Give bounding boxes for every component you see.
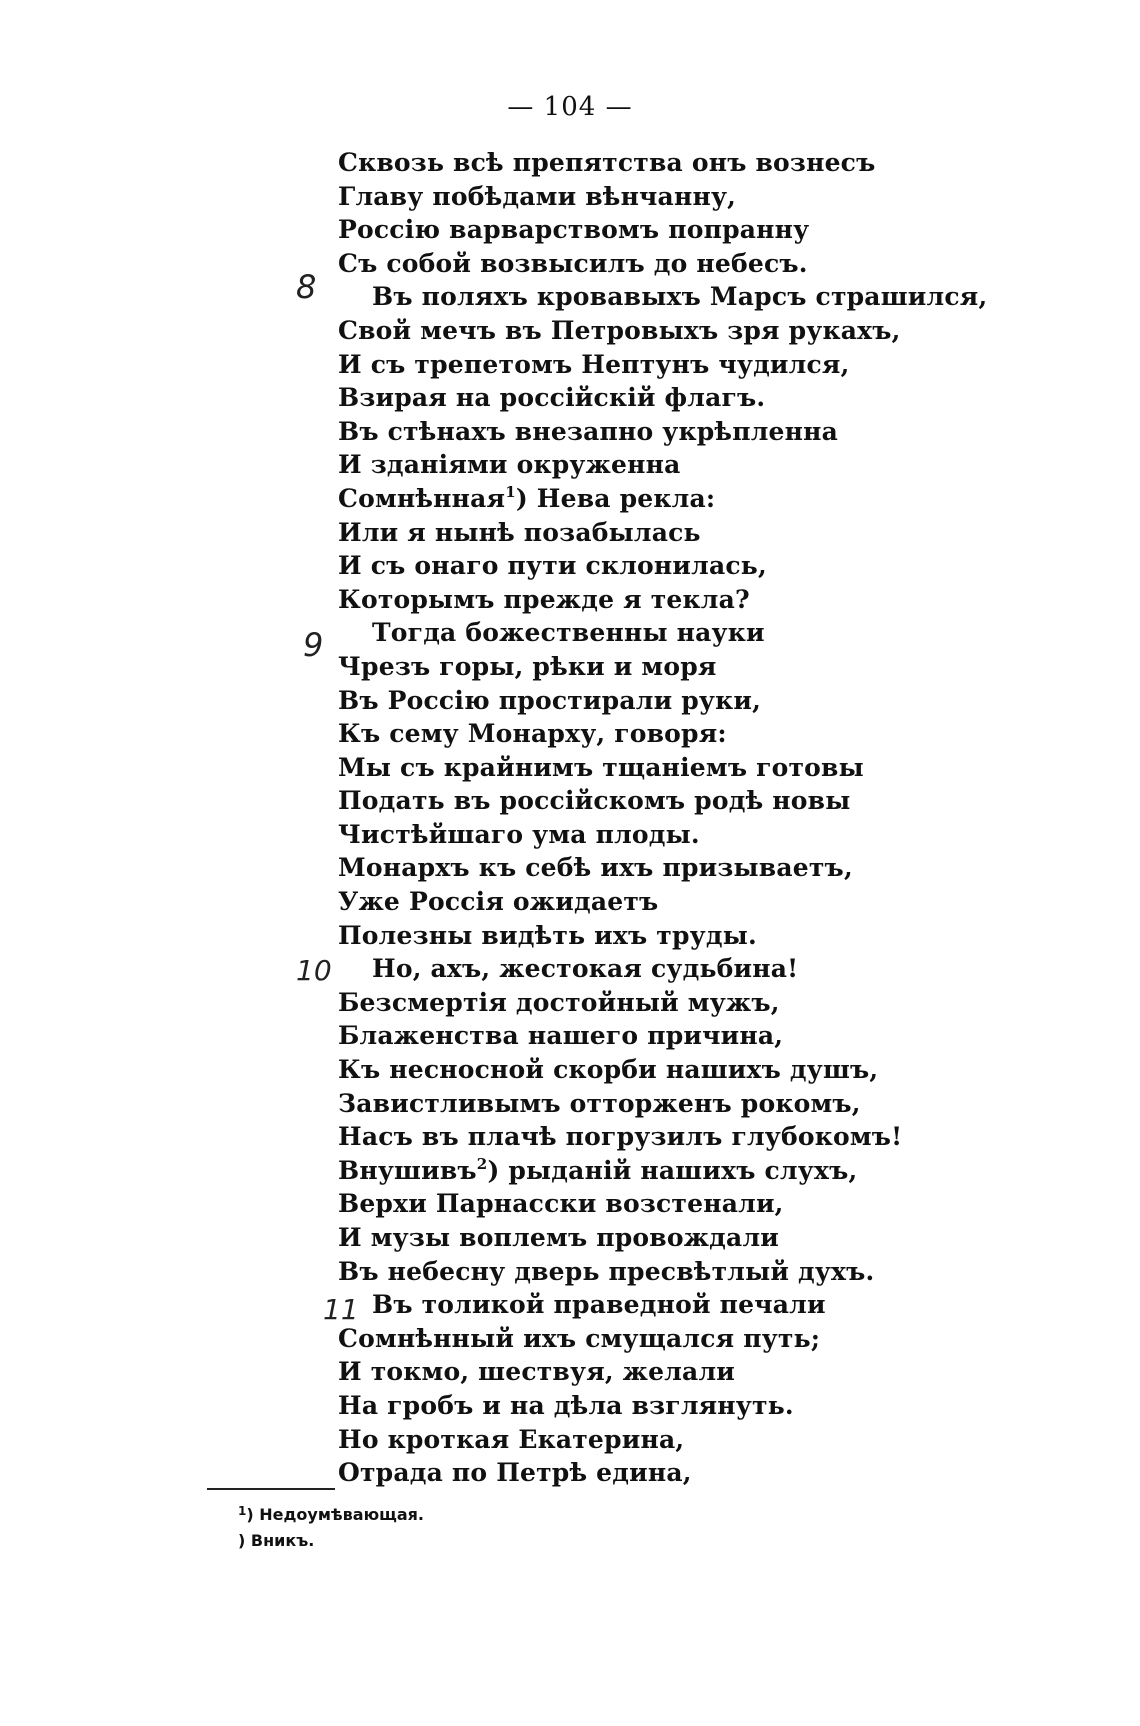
poem-line bbox=[338, 180, 1018, 214]
poem-line-text: Свой мечъ въ Петровыхъ зря рукахъ, bbox=[338, 315, 901, 345]
poem-line bbox=[338, 919, 1018, 953]
poem-line bbox=[338, 381, 1018, 415]
poem-line bbox=[338, 348, 1018, 382]
margin-mark-9: 9 bbox=[303, 626, 324, 664]
poem-line bbox=[338, 986, 1018, 1020]
poem-line-text: Чрезъ горы, рѣки и моря bbox=[338, 651, 717, 681]
poem-line-text: И съ онаго пути склонилась, bbox=[338, 551, 767, 581]
poem-line-text: Тогда божественны науки bbox=[372, 618, 765, 648]
footnote-reference: 1 bbox=[505, 482, 516, 501]
poem-line-text: Въ поляхъ кровавыхъ Марсъ страшился, bbox=[372, 282, 988, 312]
poem-line bbox=[338, 1255, 1018, 1289]
poem-line bbox=[338, 516, 1018, 550]
poem-line-text: Внушивъ bbox=[338, 1155, 477, 1185]
poem-line bbox=[338, 1154, 1018, 1188]
poem-line-text: Монархъ къ себѣ ихъ призываетъ, bbox=[338, 853, 853, 883]
poem-line-text: Чистѣйшаго ума плоды. bbox=[338, 819, 700, 849]
poem-line bbox=[338, 1355, 1018, 1389]
poem-line bbox=[338, 1087, 1018, 1121]
poem-line bbox=[338, 1187, 1018, 1221]
poem-line bbox=[338, 1221, 1018, 1255]
poem-line bbox=[338, 482, 1018, 516]
poem-line-text: Но, ахъ, жестокая судьбина! bbox=[372, 954, 799, 984]
poem-line-text: Которымъ прежде я текла? bbox=[338, 584, 750, 614]
poem-line bbox=[338, 1053, 1018, 1087]
poem-line bbox=[338, 650, 1018, 684]
poem-line bbox=[338, 616, 1018, 650]
poem-text bbox=[338, 146, 1018, 1490]
poem-line-text: Въ толикой праведной печали bbox=[372, 1290, 826, 1320]
poem-line-text: Въ небесну дверь пресвѣтлый духъ. bbox=[338, 1256, 875, 1286]
poem-line bbox=[338, 146, 1018, 180]
footnote-text: ) Вникъ. bbox=[238, 1531, 315, 1550]
poem-line-text: Сквозь всѣ препятства онъ вознесъ bbox=[338, 148, 876, 177]
footnote-reference: 2 bbox=[476, 1154, 488, 1173]
poem-line-text-continued: ) Нева рекла: bbox=[515, 483, 716, 513]
poem-line bbox=[338, 851, 1018, 885]
poem-line-text: Полезны видѣть ихъ труды. bbox=[338, 920, 757, 950]
footnote-text: ) Недоумѣвающая. bbox=[246, 1505, 424, 1524]
poem-line-text: Сомнѣнная bbox=[338, 483, 506, 513]
poem-line-text: Но кроткая Екатерина, bbox=[338, 1424, 685, 1454]
poem-line bbox=[338, 213, 1018, 247]
poem-line bbox=[338, 280, 1018, 314]
poem-line-text: Взирая на россійскій флагъ. bbox=[338, 383, 766, 413]
poem-line-text: Отрада по Петрѣ едина, bbox=[338, 1458, 692, 1488]
poem-line-text: Съ собой возвысилъ до небесъ. bbox=[338, 248, 808, 278]
poem-line-text: Къ сему Монарху, говоря: bbox=[338, 719, 727, 749]
poem-line bbox=[338, 1423, 1018, 1457]
poem-line-text: Безсмертія достойный мужъ, bbox=[338, 987, 780, 1017]
poem-line-text: Главу побѣдами вѣнчанну, bbox=[338, 181, 737, 211]
poem-line-text: Подать въ россійскомъ родѣ новы bbox=[338, 786, 851, 816]
poem-line bbox=[338, 952, 1018, 986]
poem-line-text: Насъ въ плачѣ погрузилъ глубокомъ! bbox=[338, 1122, 903, 1152]
poem-line bbox=[338, 784, 1018, 818]
footnote-1 bbox=[238, 1498, 638, 1524]
margin-mark-8: 8 bbox=[296, 268, 317, 306]
poem-line bbox=[338, 1288, 1018, 1322]
poem-line bbox=[338, 1389, 1018, 1423]
poem-line bbox=[338, 1456, 1018, 1490]
footnotes bbox=[238, 1498, 638, 1550]
poem-line-text: Россію варварствомъ попранну bbox=[338, 215, 810, 245]
poem-line bbox=[338, 684, 1018, 718]
poem-line bbox=[338, 1019, 1018, 1053]
poem-line bbox=[338, 1120, 1018, 1154]
poem-line-text: Блаженства нашего причина, bbox=[338, 1021, 784, 1051]
poem-line-text: Сомнѣнный ихъ смущался путь; bbox=[338, 1323, 821, 1353]
footnote-mark: 1 bbox=[238, 1504, 247, 1518]
poem-line bbox=[338, 448, 1018, 482]
poem-line bbox=[338, 818, 1018, 852]
poem-line-text: Уже Россія ожидаетъ bbox=[338, 887, 659, 917]
page-number: — 104 — bbox=[507, 92, 633, 122]
poem-line bbox=[338, 314, 1018, 348]
poem-line-text: Къ несносной скорби нашихъ душъ, bbox=[338, 1055, 879, 1085]
poem-line-text: На гробъ и на дѣла взглянуть. bbox=[338, 1390, 794, 1420]
poem-line-text: Или я нынѣ позабылась bbox=[338, 517, 701, 547]
poem-line bbox=[338, 885, 1018, 919]
poem-line-text: Верхи Парнасски возстенали, bbox=[338, 1189, 784, 1219]
poem-line-text: Завистливымъ отторженъ рокомъ, bbox=[338, 1088, 861, 1118]
margin-mark-10: 10 bbox=[296, 954, 332, 987]
footnote-2 bbox=[238, 1524, 638, 1550]
poem-line-text: И токмо, шествуя, желали bbox=[338, 1357, 736, 1387]
poem-line-text: И съ трепетомъ Нептунъ чудился, bbox=[338, 349, 850, 379]
poem-line bbox=[338, 415, 1018, 449]
poem-line-text: Въ стѣнахъ внезапно укрѣпленна bbox=[338, 416, 839, 446]
poem-line bbox=[338, 549, 1018, 583]
poem-line-text: И музы воплемъ провождали bbox=[338, 1223, 780, 1252]
poem-line bbox=[338, 717, 1018, 751]
poem-line bbox=[338, 247, 1018, 281]
poem-line-text-continued: ) рыданій нашихъ слухъ, bbox=[487, 1155, 858, 1185]
poem-line bbox=[338, 751, 1018, 785]
poem-line-text: Въ Россію простирали руки, bbox=[338, 685, 762, 715]
margin-mark-11: 11 bbox=[323, 1293, 359, 1326]
poem-line bbox=[338, 1322, 1018, 1356]
poem-line bbox=[338, 583, 1018, 617]
footnote-divider bbox=[207, 1488, 335, 1490]
poem-line-text: И зданіями окруженна bbox=[338, 450, 681, 480]
poem-line-text: Мы съ крайнимъ тщаніемъ готовы bbox=[338, 752, 864, 782]
